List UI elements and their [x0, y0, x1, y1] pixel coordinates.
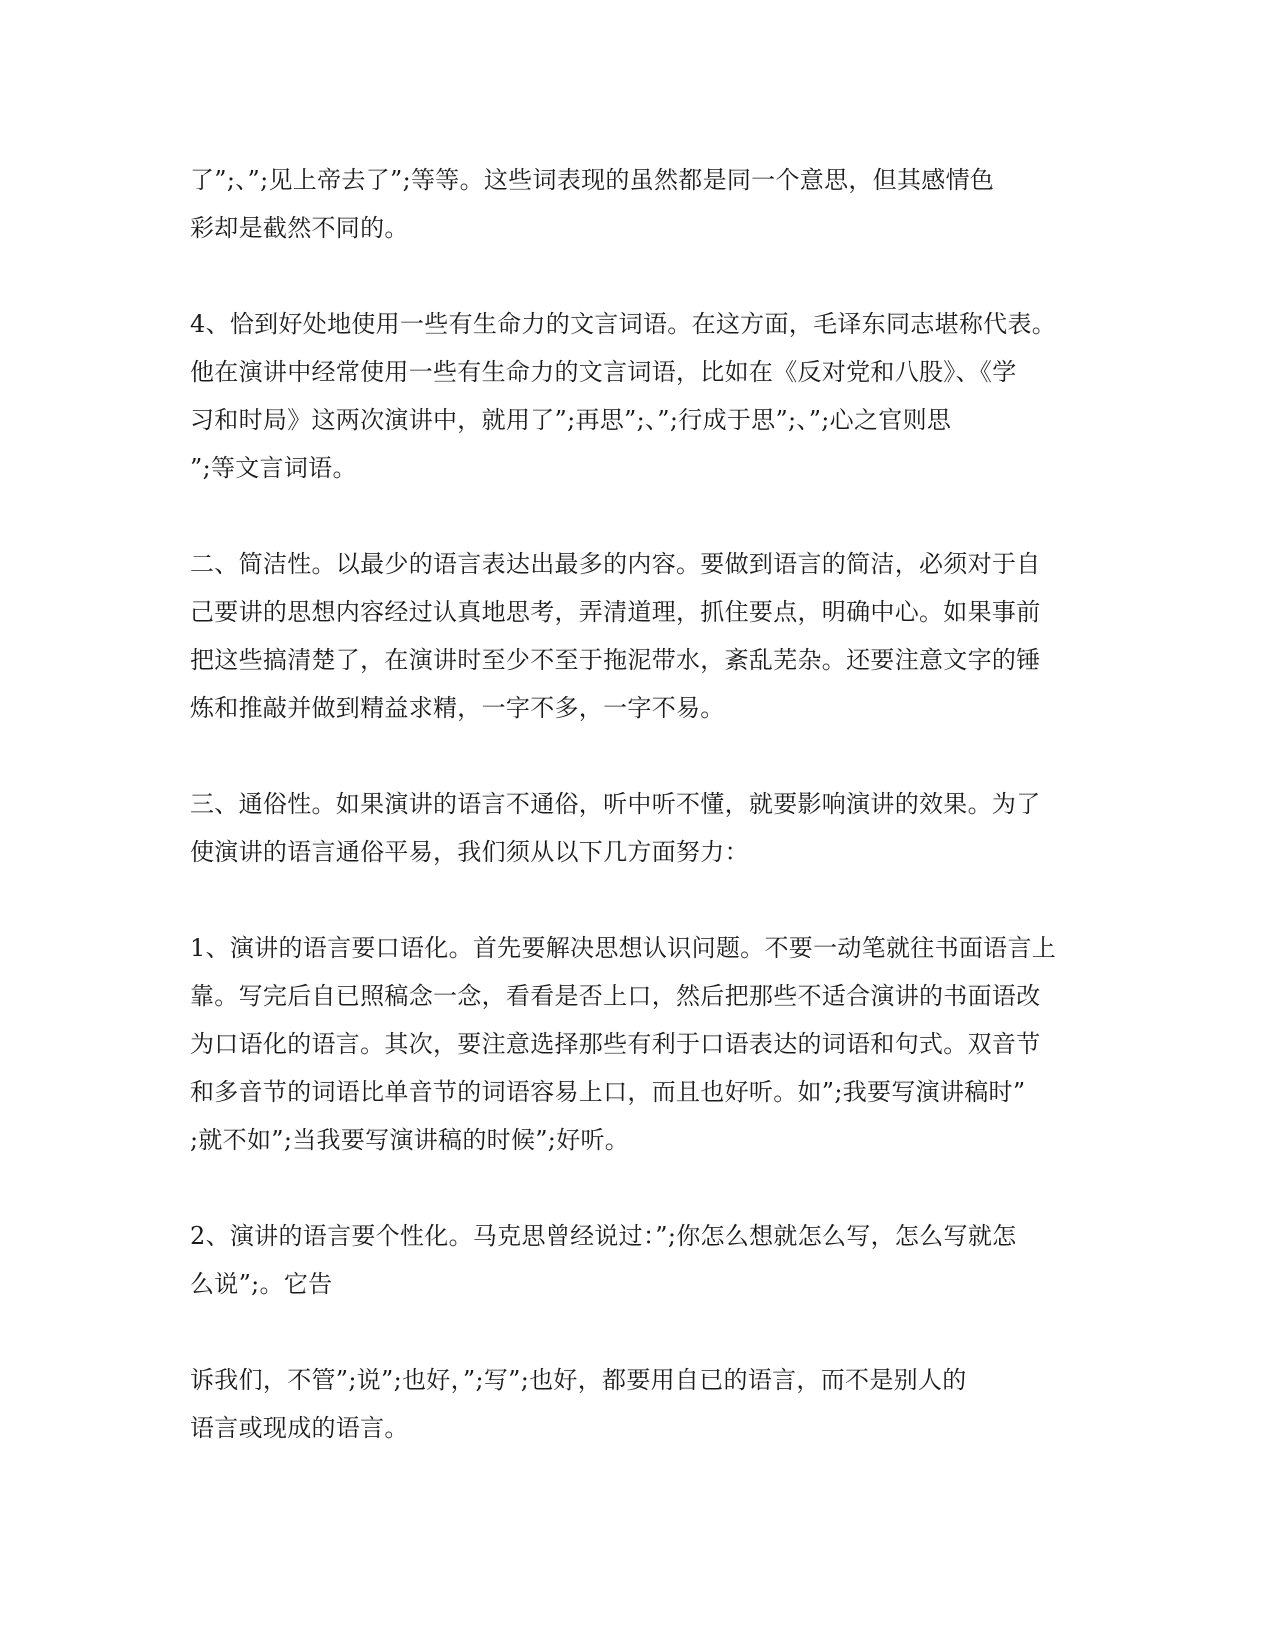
paragraph-colloquial	[190, 924, 1075, 1164]
text-line: 么说”;。它告	[190, 1270, 333, 1298]
text-line: 己要讲的思想内容经过认真地思考，弄清道理，抓住要点，明确中心。如果事前	[190, 598, 1041, 626]
paragraph-spacer	[190, 1308, 1075, 1356]
paragraph-popularity	[190, 780, 1075, 876]
paragraph-individuality	[190, 1212, 1075, 1308]
paragraph-own-language	[190, 1356, 1075, 1452]
paragraph-spacer	[190, 876, 1075, 924]
text-line: 把这些搞清楚了，在演讲时至少不至于拖泥带水，紊乱芜杂。还要注意文字的锤	[190, 646, 1041, 674]
text-line: ;就不如”;当我要写演讲稿的时候”;好听。	[190, 1126, 630, 1154]
paragraph-spacer	[190, 492, 1075, 540]
paragraph-emotional-color	[190, 156, 1075, 252]
text-line: 1、演讲的语言要口语化。首先要解决思想认识问题。不要一动笔就往书面语言上	[190, 934, 1057, 962]
text-line: 二、简洁性。以最少的语言表达出最多的内容。要做到语言的简洁，必须对于自	[190, 550, 1041, 578]
text-line: 和多音节的词语比单音节的词语容易上口，而且也好听。如”;我要写演讲稿时”	[190, 1078, 1026, 1106]
text-line: 彩却是截然不同的。	[190, 214, 409, 242]
text-line: 了”;、”;见上帝去了”;等等。这些词表现的虽然都是同一个意思，但其感情色	[190, 166, 995, 194]
text-line: 习和时局》这两次演讲中，就用了”;再思”;、”;行成于思”;、”;心之官则思	[190, 406, 952, 434]
text-line: 诉我们，不管”;说”;也好，”;写”;也好，都要用自已的语言，而不是别人的	[190, 1366, 967, 1394]
text-line: 为口语化的语言。其次，要注意选择那些有利于口语表达的词语和句式。双音节	[190, 1030, 1041, 1058]
paragraph-spacer	[190, 252, 1075, 300]
text-line: ”;等文言词语。	[190, 454, 357, 482]
text-line: 语言或现成的语言。	[190, 1414, 409, 1442]
paragraph-spacer	[190, 732, 1075, 780]
text-line: 靠。写完后自已照稿念一念，看看是否上口，然后把那些不适合演讲的书面语改	[190, 982, 1041, 1010]
paragraph-classical-words	[190, 300, 1075, 492]
text-line: 4、恰到好处地使用一些有生命力的文言词语。在这方面，毛译东同志堪称代表。	[190, 310, 1057, 338]
text-line: 他在演讲中经常使用一些有生命力的文言词语，比如在《反对党和八股》、《学	[190, 358, 1017, 386]
text-line: 三、通俗性。如果演讲的语言不通俗，听中听不懂，就要影响演讲的效果。为了	[190, 790, 1041, 818]
text-line: 炼和推敲并做到精益求精，一字不多，一字不易。	[190, 694, 725, 722]
paragraph-conciseness	[190, 540, 1075, 732]
document-body	[190, 156, 1075, 1452]
text-line: 2、演讲的语言要个性化。马克思曾经说过：”;你怎么想就怎么写，怎么写就怎	[190, 1222, 1017, 1250]
paragraph-spacer	[190, 1164, 1075, 1212]
text-line: 使演讲的语言通俗平易，我们须从以下几方面努力：	[190, 838, 749, 866]
